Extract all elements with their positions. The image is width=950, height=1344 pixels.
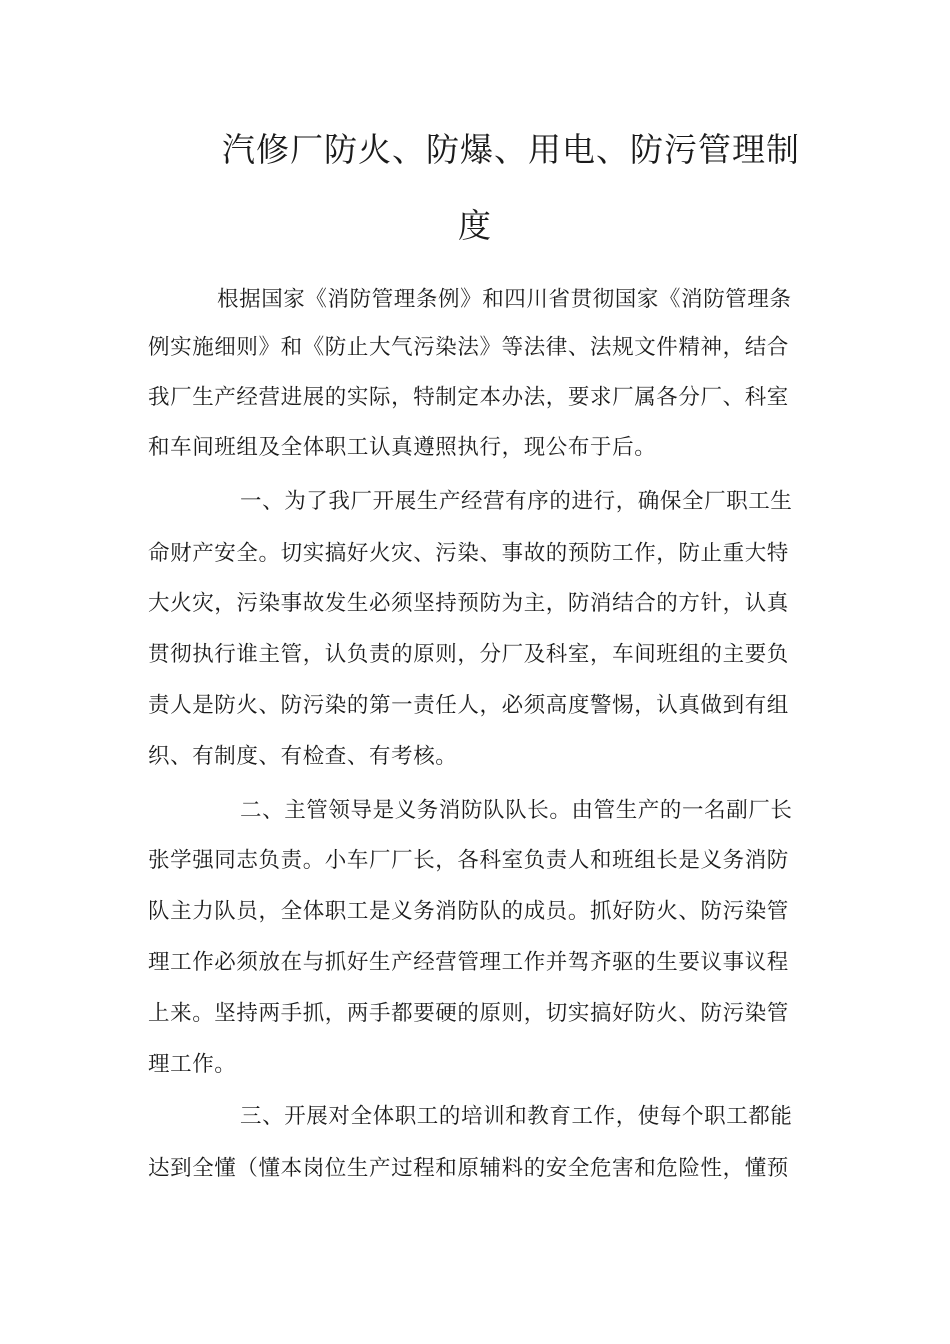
paragraph-4-line-2: 达到全懂（懂本岗位生产过程和原辅料的安全危害和危险性，懂预: [148, 1156, 789, 1181]
paragraph-1-line-4: 和车间班组及全体职工认真遵照执行，现公布于后。: [148, 435, 657, 460]
paragraph-3-line-2: 张学强同志负责。小车厂厂长，各科室负责人和班组长是义务消防: [148, 848, 789, 873]
paragraph-2-line-1: 一、为了我厂开展生产经营有序的进行，确保全厂职工生: [240, 489, 793, 514]
paragraph-2-line-4: 贯彻执行谁主管，认负责的原则，分厂及科室，车间班组的主要负: [148, 642, 789, 667]
paragraph-3-line-4: 理工作必须放在与抓好生产经营管理工作并驾齐驱的生要议事议程: [148, 950, 789, 975]
paragraph-1-line-3: 我厂生产经营进展的实际，特制定本办法，要求厂属各分厂、科室: [148, 385, 789, 410]
paragraph-1-line-2: 例实施细则》和《防止大气污染法》等法律、法规文件精神，结合: [148, 335, 789, 360]
paragraph-2-line-3: 大火灾，污染事故发生必须坚持预防为主，防消结合的方针，认真: [148, 591, 789, 616]
paragraph-3-line-6: 理工作。: [148, 1052, 237, 1077]
paragraph-2-line-2: 命财产安全。切实搞好火灾、污染、事故的预防工作，防止重大特: [148, 541, 789, 566]
document-title-line-1: 汽修厂防火、防爆、用电、防污管理制: [222, 130, 800, 169]
paragraph-4-line-1: 三、开展对全体职工的培训和教育工作，使每个职工都能: [240, 1104, 793, 1129]
paragraph-1-line-1: 根据国家《消防管理条例》和四川省贯彻国家《消防管理条: [217, 287, 792, 312]
paragraph-3-line-1: 二、主管领导是义务消防队队长。由管生产的一名副厂长: [240, 798, 793, 823]
document-title-line-2: 度: [458, 206, 492, 245]
paragraph-2-line-6: 织、有制度、有检查、有考核。: [148, 744, 458, 769]
paragraph-3-line-5: 上来。坚持两手抓，两手都要硬的原则，切实搞好防火、防污染管: [148, 1001, 789, 1026]
paragraph-3-line-3: 队主力队员，全体职工是义务消防队的成员。抓好防火、防污染管: [148, 899, 789, 924]
paragraph-2-line-5: 责人是防火、防污染的第一责任人，必须高度警惕，认真做到有组: [148, 693, 789, 718]
